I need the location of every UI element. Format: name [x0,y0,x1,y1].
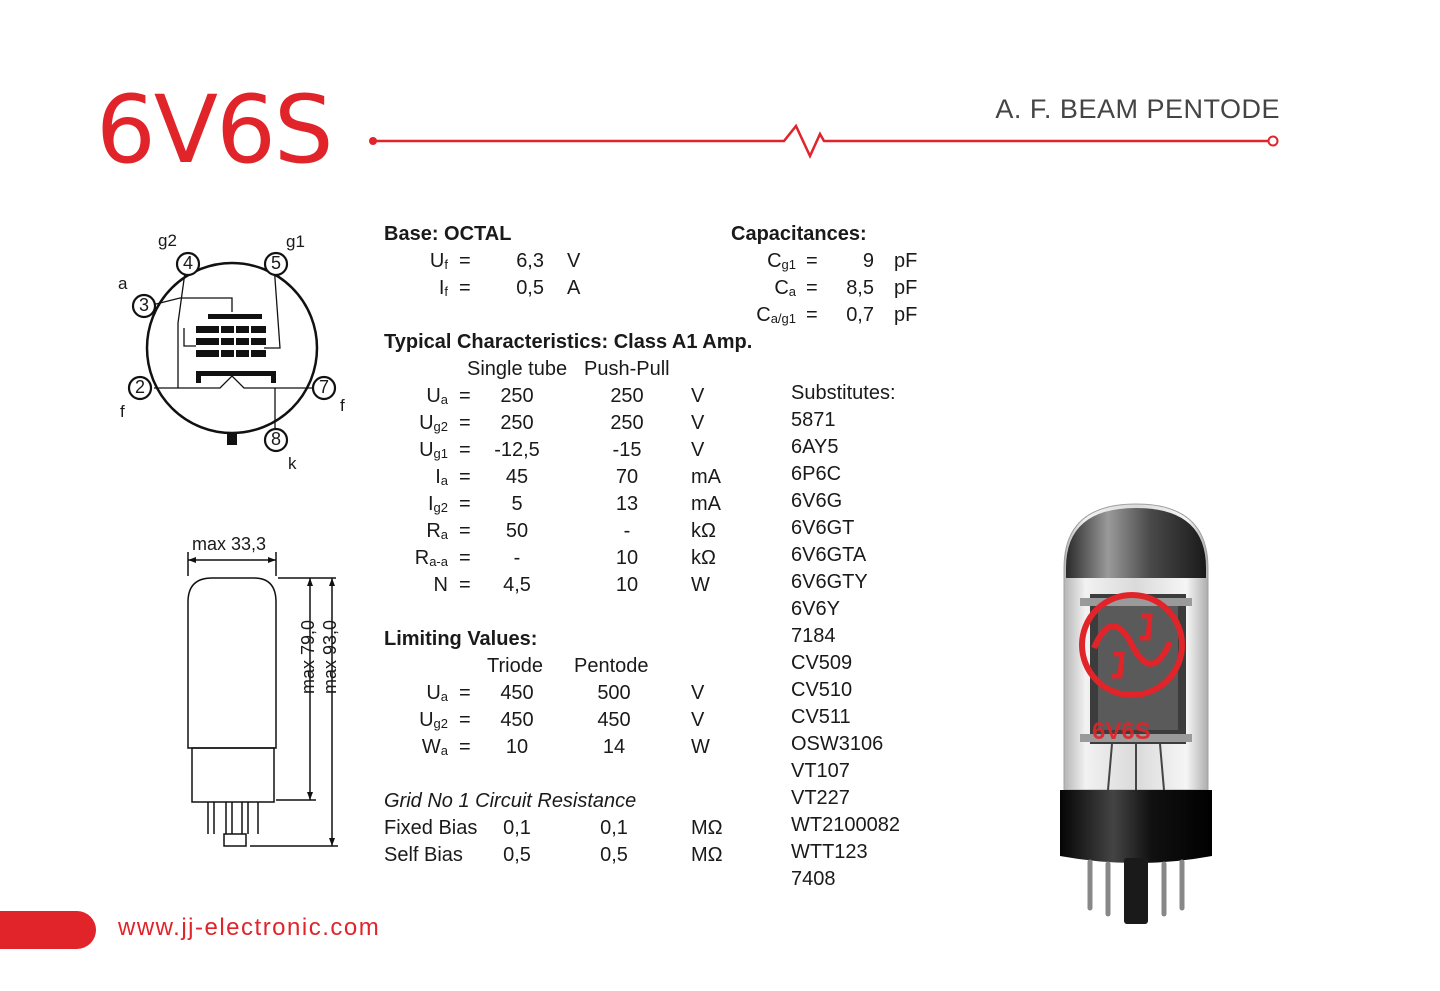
pentode-value: 450 [597,709,631,731]
unit: V [691,439,705,461]
subscript: f [444,257,448,272]
triode-value: 10 [505,736,529,758]
param-symbol [396,437,448,467]
value: 6,3 [516,250,544,272]
param-symbol [396,572,448,602]
equals: = [459,250,471,272]
substitute-item: OSW3106 [791,733,884,755]
param-symbol [396,707,448,737]
unit: pF [894,277,918,299]
push-pull-value: 250 [610,412,644,434]
page-title: 6V6S [96,76,332,185]
pinout-diagram [110,228,360,478]
symbol: U [426,682,441,704]
equals: = [459,385,471,407]
pentode-value: 0,5 [600,844,628,866]
limiting-heading: Limiting Values: [384,628,538,650]
triode-value: 450 [500,709,534,731]
substitute-item: 6V6GT [791,517,855,539]
subscript: a [440,473,448,488]
param-symbol [396,410,448,440]
push-pull-value: - [623,520,631,542]
label-g1: g1 [286,232,305,251]
cap-symbol [730,275,796,305]
unit: mA [691,466,721,488]
pin-5-number: 5 [270,253,281,273]
param-symbol [396,383,448,413]
equals: = [459,520,471,542]
label-g2: g2 [158,231,177,250]
symbol: N [433,574,448,596]
unit: kΩ [691,547,716,569]
equals: = [459,493,471,515]
typical-heading: Typical Characteristics: Class A1 Amp. [384,331,753,353]
base-heading: Base: OCTAL [384,223,512,245]
single-tube-value: 4,5 [503,574,531,596]
equals: = [459,439,471,461]
pin-8-number: 8 [270,429,281,449]
tube-type-subtitle: A. F. BEAM PENTODE [995,94,1280,124]
equals: = [459,682,471,704]
subscript: a [440,689,448,704]
symbol: U [429,250,445,272]
substitute-item: 7184 [791,625,836,647]
label-anode: a [118,274,128,293]
pin-2-number: 2 [134,377,145,397]
value: 8,5 [846,277,874,299]
unit: MΩ [691,844,723,866]
equals: = [459,466,471,488]
cap-symbol [730,302,796,332]
cap-symbol [730,248,796,278]
substitute-item: 7408 [791,868,836,890]
param-symbol [396,734,448,764]
subscript: g1 [433,446,448,461]
pentode-value: 500 [597,682,631,704]
unit: V [691,412,705,434]
equals: = [459,412,471,434]
footer-accent-bar [0,911,96,949]
symbol: I [427,493,434,515]
single-tube-value: - [513,547,521,569]
bias-label: Self Bias [384,844,463,866]
single-tube-value: 50 [505,520,529,542]
pin-3-number: 3 [138,295,149,315]
single-tube-value: 5 [511,493,523,515]
substitute-item: WT2100082 [791,814,900,836]
triode-value: 0,1 [503,817,531,839]
grid-heading: Grid No 1 Circuit Resistance [384,790,637,812]
unit: MΩ [691,817,723,839]
symbol: U [419,709,434,731]
substitute-item: CV511 [791,706,851,728]
subscript: g1 [781,257,796,272]
single-tube-value: -12,5 [494,439,540,461]
subscript: a [440,743,448,758]
bias-label: Fixed Bias [384,817,478,839]
substitute-item: VT227 [791,787,850,809]
subscript: a-a [429,554,448,569]
website-link[interactable]: www.jj-electronic.com [118,914,381,941]
subscript: a [440,392,448,407]
equals: = [459,736,471,758]
substitute-item: 5871 [791,409,836,431]
unit: W [691,736,710,758]
dimension-total-height: max 93,0 [320,619,340,694]
param-symbol [396,491,448,521]
unit: V [691,709,705,731]
unit: kΩ [691,520,716,542]
unit: pF [894,304,918,326]
equals: = [459,277,471,299]
substitute-item: 6V6G [791,490,843,512]
triode-value: 0,5 [503,844,531,866]
limiting-col-pentode: Pentode [574,655,649,677]
pentode-value: 0,1 [600,817,628,839]
substitute-item: 6V6GTA [791,544,867,566]
symbol: R [426,520,441,542]
substitute-item: 6P6C [791,463,842,485]
base-symbol [400,248,448,278]
value: 9 [862,250,874,272]
equals: = [806,250,818,272]
substitute-item: 6AY5 [791,436,839,458]
header-line-decoration [364,118,1284,164]
substitutes-heading: Substitutes: [791,382,896,404]
push-pull-value: 10 [615,547,639,569]
capacitances-heading: Capacitances: [731,223,867,245]
symbol: C [767,250,782,272]
base-symbol [400,275,448,305]
param-symbol [396,464,448,494]
symbol: W [421,736,441,758]
substitute-item: CV509 [791,652,853,674]
equals: = [459,547,471,569]
subscript: f [444,284,448,299]
pin-4-number: 4 [182,253,193,273]
push-pull-value: 250 [610,385,644,407]
equals: = [459,709,471,731]
symbol: I [435,466,441,488]
subscript: a/g1 [770,311,796,326]
triode-value: 450 [500,682,534,704]
param-symbol [396,518,448,548]
subscript: g2 [433,419,448,434]
symbol: I [438,277,445,299]
unit: W [691,574,710,596]
substitute-item: 6V6Y [791,598,840,620]
dimension-width: max 33,3 [192,534,267,554]
symbol: C [756,304,771,326]
dimension-drawing [170,532,370,852]
unit: V [691,682,705,704]
tube-print-label: 6V6S [1092,718,1151,745]
substitute-item: VT107 [791,760,850,782]
subscript: a [440,527,448,542]
push-pull-value: -15 [612,439,642,461]
substitute-item: WTT123 [791,841,868,863]
equals: = [806,304,818,326]
symbol: U [419,412,434,434]
symbol: C [774,277,789,299]
tube-illustration [1050,498,1222,928]
label-filament-left: f [120,402,125,421]
pin-7-number: 7 [318,377,329,397]
unit: A [567,277,581,299]
single-tube-value: 250 [500,385,534,407]
dimension-body-height: max 79,0 [298,619,318,694]
push-pull-value: 13 [615,493,639,515]
subscript: a [788,284,796,299]
value: 0,7 [846,304,874,326]
param-symbol [396,545,448,575]
pentode-value: 14 [602,736,626,758]
single-tube-value: 250 [500,412,534,434]
symbol: U [426,385,441,407]
equals: = [806,277,818,299]
equals: = [459,574,471,596]
single-tube-value: 45 [505,466,529,488]
symbol: R [414,547,430,569]
push-pull-value: 10 [615,574,639,596]
limiting-col-triode: Triode [487,655,543,677]
symbol: U [419,439,434,461]
typical-col-pushpull: Push-Pull [584,358,670,380]
substitute-item: CV510 [791,679,853,701]
label-cathode: k [288,454,297,473]
unit: pF [894,250,918,272]
unit: V [691,385,705,407]
value: 0,5 [516,277,544,299]
subscript: g2 [433,500,448,515]
push-pull-value: 70 [615,466,639,488]
unit: mA [691,493,721,515]
tube-photo [1050,498,1222,928]
subscript: g2 [433,716,448,731]
unit: V [567,250,581,272]
param-symbol [396,680,448,710]
label-filament-right: f [340,396,345,415]
typical-col-single: Single tube [467,358,568,380]
substitute-item: 6V6GTY [791,571,868,593]
